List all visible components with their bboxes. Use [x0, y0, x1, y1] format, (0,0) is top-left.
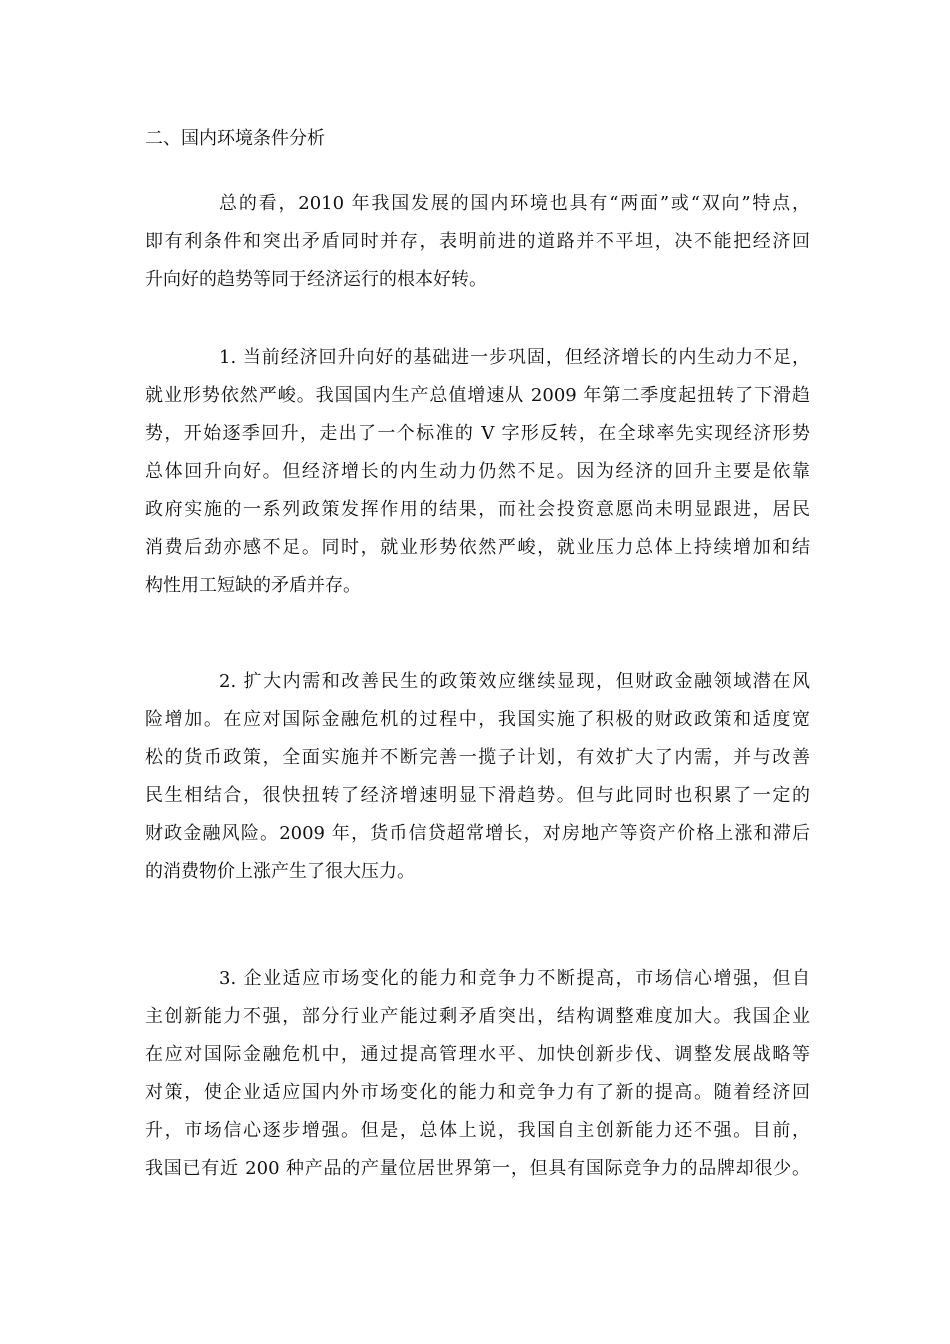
text-line: 的消费物价上涨产生了很大压力。	[145, 861, 415, 882]
text-line: 财政金融风险。2009 年，货币信贷超常增长，对房地产等资产价格上涨和滞后	[145, 823, 810, 844]
text-line: 总体回升向好。但经济增长的内生动力仍然不足。因为经济的回升主要是依靠	[145, 461, 810, 482]
text-line: 势，开始逐季回升，走出了一个标准的 V 字形反转，在全球率先实现经济形势	[145, 423, 810, 444]
text-line: 险增加。在应对国际金融危机的过程中，我国实施了积极的财政政策和适度宽	[145, 709, 810, 730]
text-line: 我国已有近 200 种产品的产量位居世界第一，但具有国际竞争力的品牌却很少。	[145, 1158, 810, 1179]
text-line: 主创新能力不强，部分行业产能过剩矛盾突出，结构调整难度加大。我国企业	[145, 1006, 810, 1027]
text-line: 政府实施的一系列政策发挥作用的结果，而社会投资意愿尚未明显跟进，居民	[145, 499, 810, 520]
text-line: 构性用工短缺的矛盾并存。	[145, 575, 361, 596]
text-line: 民生相结合，很快扭转了经济增速明显下滑趋势。但与此同时也积累了一定的	[145, 785, 810, 806]
text-line: 2. 扩大内需和改善民生的政策效应继续显现，但财政金融领域潜在风	[219, 671, 810, 692]
text-line: 在应对国际金融危机中，通过提高管理水平、加快创新步伐、调整发展战略等	[145, 1044, 810, 1065]
paragraph-point-2	[145, 663, 810, 891]
text-line: 升，市场信心逐步增强。但是，总体上说，我国自主创新能力还不强。目前，	[145, 1120, 810, 1141]
paragraph-overview	[145, 185, 810, 299]
text-line: 松的货币政策，全面实施并不断完善一揽子计划，有效扩大了内需，并与改善	[145, 747, 810, 768]
text-line: 总的看，2010 年我国发展的国内环境也具有“两面”或“双向”特点，	[219, 193, 810, 214]
paragraph-point-3	[145, 960, 810, 1188]
section-heading: 二、国内环境条件分析	[145, 128, 325, 149]
text-line: 3. 企业适应市场变化的能力和竞争力不断提高，市场信心增强，但自	[219, 968, 810, 989]
text-line: 对策，使企业适应国内外市场变化的能力和竞争力有了新的提高。随着经济回	[145, 1082, 810, 1103]
text-line: 就业形势依然严峻。我国国内生产总值增速从 2009 年第二季度起扭转了下滑趋	[145, 385, 810, 406]
text-line: 1. 当前经济回升向好的基础进一步巩固，但经济增长的内生动力不足，	[219, 347, 810, 368]
paragraph-point-1	[145, 339, 810, 605]
text-line: 即有利条件和突出矛盾同时并存，表明前进的道路并不平坦，决不能把经济回	[145, 231, 810, 252]
text-line: 消费后劲亦感不足。同时，就业形势依然严峻，就业压力总体上持续增加和结	[145, 537, 810, 558]
text-line: 升向好的趋势等同于经济运行的根本好转。	[145, 269, 487, 290]
